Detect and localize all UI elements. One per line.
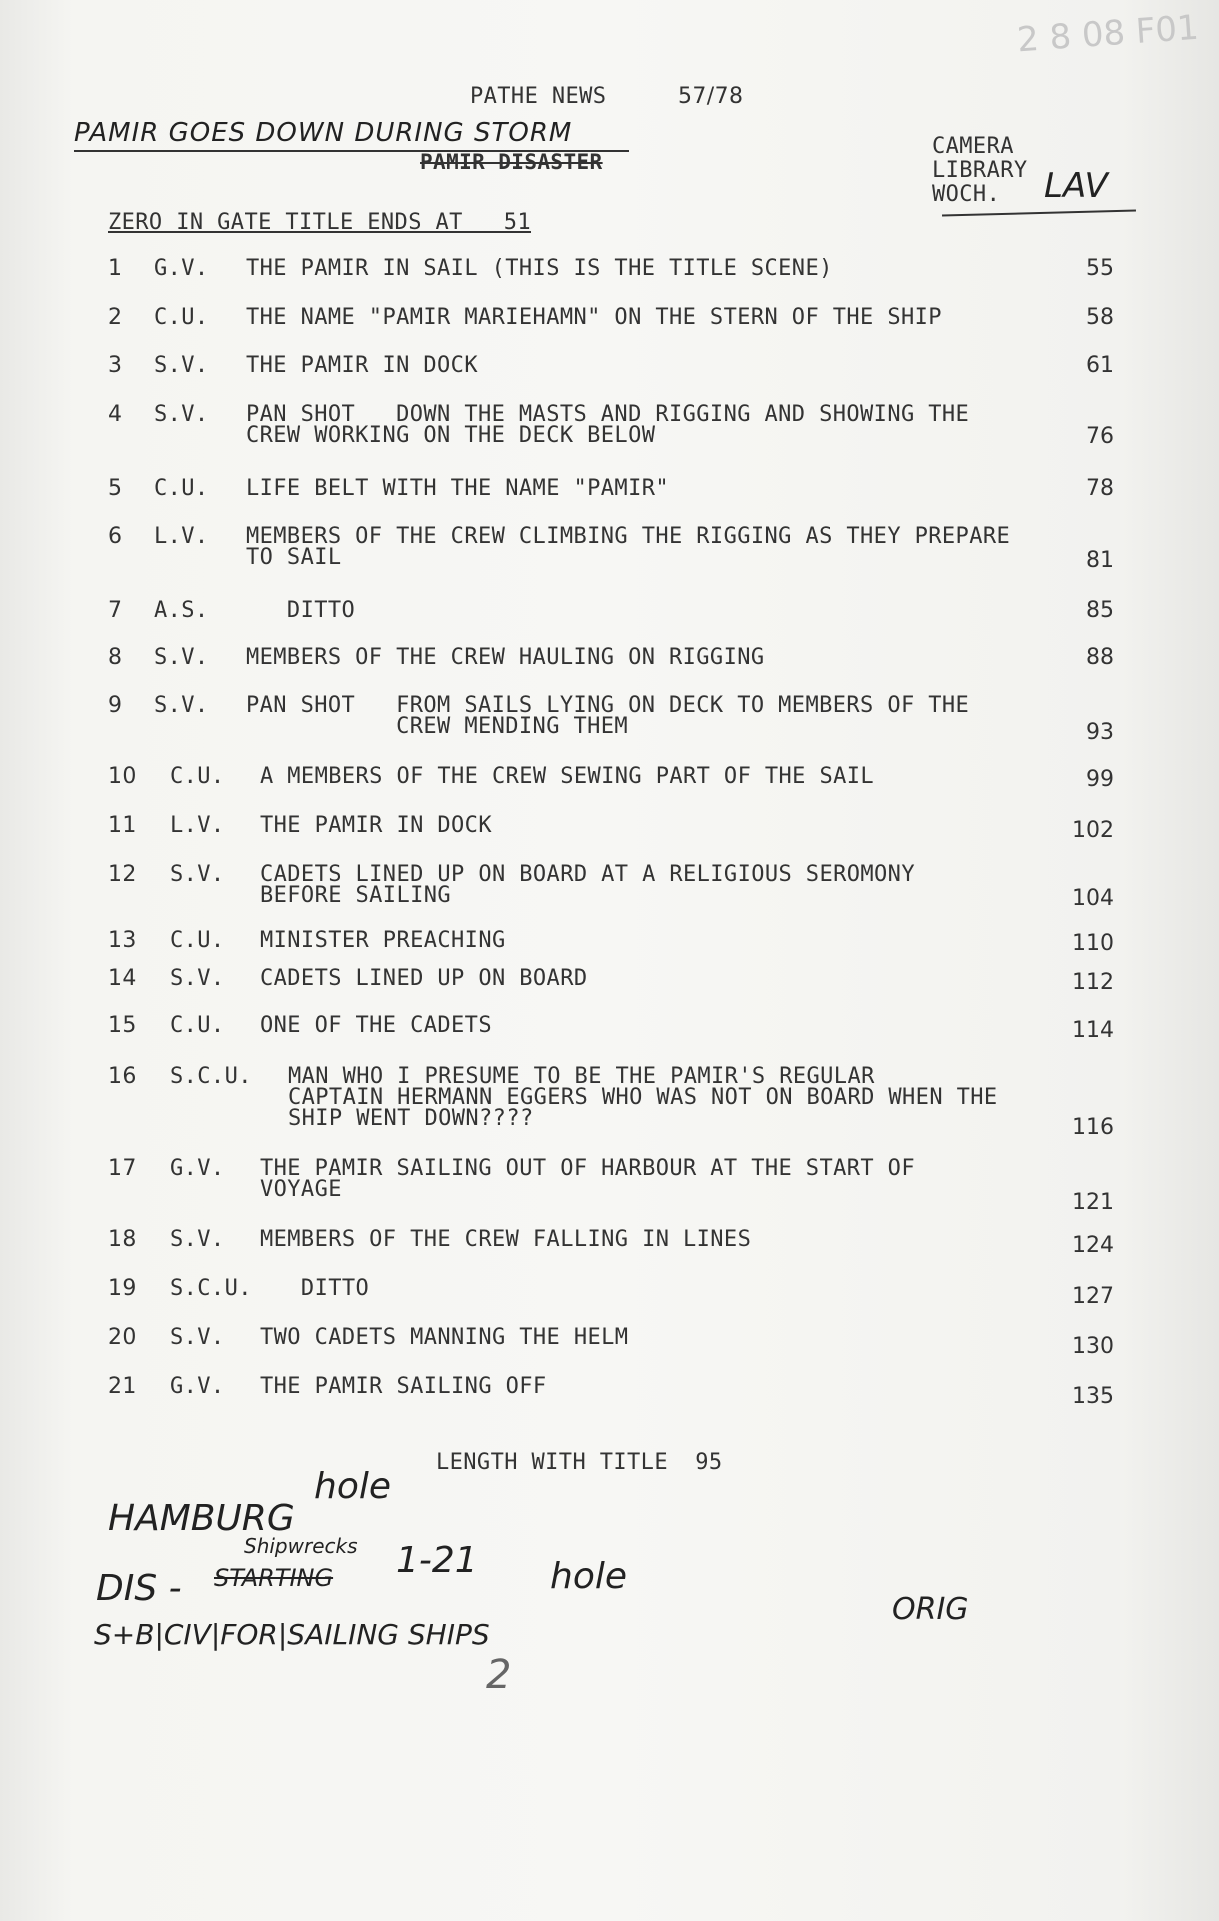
handwritten-mark: 2: [486, 1652, 512, 1698]
shot-description-line: PAN SHOT FROM SAILS LYING ON DECK TO MEMBERS OF THE: [246, 693, 970, 718]
shot-code: C.U.: [170, 928, 225, 953]
shot-code: S.C.U.: [170, 1276, 252, 1301]
camera-underline: [942, 209, 1136, 216]
shot-code: C.U.: [170, 764, 225, 789]
handwritten-title: PAMIR GOES DOWN DURING STORM: [74, 118, 573, 148]
shot-description-line: DITTO: [246, 598, 356, 623]
shot-code: C.U.: [170, 1013, 225, 1038]
shot-description-line: CADETS LINED UP ON BOARD AT A RELIGIOUS SEROMONY: [260, 862, 915, 887]
shot-number: 17: [108, 1156, 137, 1181]
shot-footage: 104: [1072, 886, 1114, 911]
handwritten-range: 1-21: [396, 1540, 478, 1581]
shot-code: G.V.: [170, 1374, 225, 1399]
shot-number: 7: [108, 598, 123, 623]
camera-label: CAMERA: [932, 134, 1014, 159]
shot-description-line: LIFE BELT WITH THE NAME "PAMIR": [246, 476, 669, 501]
shot-description-line: MEMBERS OF THE CREW FALLING IN LINES: [260, 1227, 752, 1252]
shot-code: S.V.: [154, 645, 209, 670]
shot-number: 21: [108, 1374, 137, 1399]
shot-code: L.V.: [154, 524, 209, 549]
handwritten-orig: ORIG: [892, 1592, 969, 1627]
shot-code: S.V.: [170, 966, 225, 991]
shot-description-line: THE NAME "PAMIR MARIEHAMN" ON THE STERN OF THE SHIP: [246, 305, 942, 330]
shot-number: 18: [108, 1227, 137, 1252]
shot-description-line: MEMBERS OF THE CREW CLIMBING THE RIGGING AS THEY PREPARE: [246, 524, 1011, 549]
shot-description-line: DITTO: [260, 1276, 370, 1301]
shot-footage: 85: [1086, 598, 1114, 623]
shot-number: 4: [108, 402, 123, 427]
handwritten-category: S+B|CIV|FOR|SAILING SHIPS: [94, 1618, 490, 1651]
shot-number: 15: [108, 1013, 137, 1038]
handwritten-tick-1: hole: [314, 1466, 391, 1507]
handwritten-dis: DIS -: [96, 1568, 182, 1609]
shot-code: S.C.U.: [170, 1064, 252, 1089]
shot-footage: 110: [1072, 931, 1114, 956]
shot-code: S.V.: [154, 353, 209, 378]
shot-description-line: MEMBERS OF THE CREW HAULING ON RIGGING: [246, 645, 765, 670]
shot-description-line: CREW WORKING ON THE DECK BELOW: [246, 423, 656, 448]
shot-code: L.V.: [170, 813, 225, 838]
shot-description-line: VOYAGE: [260, 1177, 342, 1202]
shot-code: C.U.: [154, 305, 209, 330]
shot-footage: 114: [1072, 1018, 1114, 1043]
camera-initials: LAV: [1044, 166, 1108, 206]
shot-code: G.V.: [170, 1156, 225, 1181]
shot-number: 6: [108, 524, 123, 549]
shot-code: S.V.: [154, 693, 209, 718]
shot-number: 16: [108, 1064, 137, 1089]
shot-number: 8: [108, 645, 123, 670]
issue-number: 57/78: [678, 84, 744, 109]
shot-description-line: ONE OF THE CADETS: [260, 1013, 492, 1038]
shot-number: 13: [108, 928, 137, 953]
shot-number: 5: [108, 476, 123, 501]
shot-description-line: PAN SHOT DOWN THE MASTS AND RIGGING AND SHOWING THE: [246, 402, 970, 427]
shot-footage: 130: [1072, 1334, 1114, 1359]
shot-description-line: THE PAMIR IN DOCK: [260, 813, 492, 838]
shot-description-line: TWO CADETS MANNING THE HELM: [260, 1325, 629, 1350]
shot-description-line: THE PAMIR SAILING OFF: [260, 1374, 547, 1399]
handwritten-hamburg: HAMBURG: [108, 1498, 295, 1539]
shot-footage: 78: [1086, 476, 1114, 501]
shot-footage: 76: [1086, 424, 1114, 449]
shot-description-line: MAN WHO I PRESUME TO BE THE PAMIR'S REGULAR: [288, 1064, 875, 1089]
zero-in-gate: ZERO IN GATE TITLE ENDS AT 51: [108, 210, 531, 235]
shot-description-line: CAPTAIN HERMANN EGGERS WHO WAS NOT ON BOARD WHEN THE: [288, 1085, 998, 1110]
shot-footage: 102: [1072, 818, 1114, 843]
shot-description-line: A MEMBERS OF THE CREW SEWING PART OF THE SAIL: [260, 764, 875, 789]
shot-footage: 112: [1072, 970, 1114, 995]
shot-description-line: MINISTER PREACHING: [260, 928, 506, 953]
pathe-news-header: PATHE NEWS: [470, 84, 607, 109]
shot-code: S.V.: [170, 1325, 225, 1350]
shot-footage: 124: [1072, 1233, 1114, 1258]
shot-number: 14: [108, 966, 137, 991]
shot-number: 10: [108, 764, 137, 789]
shot-description-line: THE PAMIR SAILING OUT OF HARBOUR AT THE START OF: [260, 1156, 915, 1181]
shot-footage: 93: [1086, 720, 1114, 745]
shot-description-line: CADETS LINED UP ON BOARD: [260, 966, 588, 991]
shot-code: G.V.: [154, 256, 209, 281]
shot-number: 12: [108, 862, 137, 887]
handwritten-tick-2: hole: [550, 1556, 627, 1597]
shot-code: S.V.: [154, 402, 209, 427]
handwritten-starting: STARTING: [214, 1564, 334, 1592]
woch-label: WOCH.: [932, 182, 1001, 207]
shot-code: S.V.: [170, 1227, 225, 1252]
shot-number: 3: [108, 353, 123, 378]
shot-number: 2: [108, 305, 123, 330]
shot-code: C.U.: [154, 476, 209, 501]
shot-footage: 55: [1086, 256, 1114, 281]
shot-footage: 116: [1072, 1115, 1114, 1140]
shot-footage: 121: [1072, 1190, 1114, 1215]
typed-title-struck: PAMIR DISASTER: [420, 150, 603, 174]
shot-footage: 58: [1086, 305, 1114, 330]
shot-footage: 99: [1086, 767, 1114, 792]
shot-description-line: SHIP WENT DOWN????: [288, 1106, 534, 1131]
shot-number: 1: [108, 256, 123, 281]
library-label: LIBRARY: [932, 158, 1028, 183]
shot-footage: 61: [1086, 353, 1114, 378]
shot-footage: 88: [1086, 645, 1114, 670]
shot-description-line: THE PAMIR IN SAIL (THIS IS THE TITLE SCENE): [246, 256, 833, 281]
shot-number: 20: [108, 1325, 137, 1350]
shot-number: 19: [108, 1276, 137, 1301]
length-with-title: LENGTH WITH TITLE 95: [436, 1450, 723, 1475]
shot-description-line: THE PAMIR IN DOCK: [246, 353, 478, 378]
shot-number: 11: [108, 813, 137, 838]
handwritten-shipwrecks: Shipwrecks: [244, 1534, 358, 1558]
shot-code: A.S.: [154, 598, 209, 623]
shot-footage: 127: [1072, 1284, 1114, 1309]
shot-footage: 135: [1072, 1384, 1114, 1409]
shot-description-line: TO SAIL: [246, 545, 342, 570]
shot-code: S.V.: [170, 862, 225, 887]
shot-number: 9: [108, 693, 123, 718]
shot-description-line: BEFORE SAILING: [260, 883, 452, 908]
shot-footage: 81: [1086, 548, 1114, 573]
shot-description-line: CREW MENDING THEM: [246, 714, 629, 739]
corner-number: 2 8 08 F01: [1016, 7, 1201, 61]
